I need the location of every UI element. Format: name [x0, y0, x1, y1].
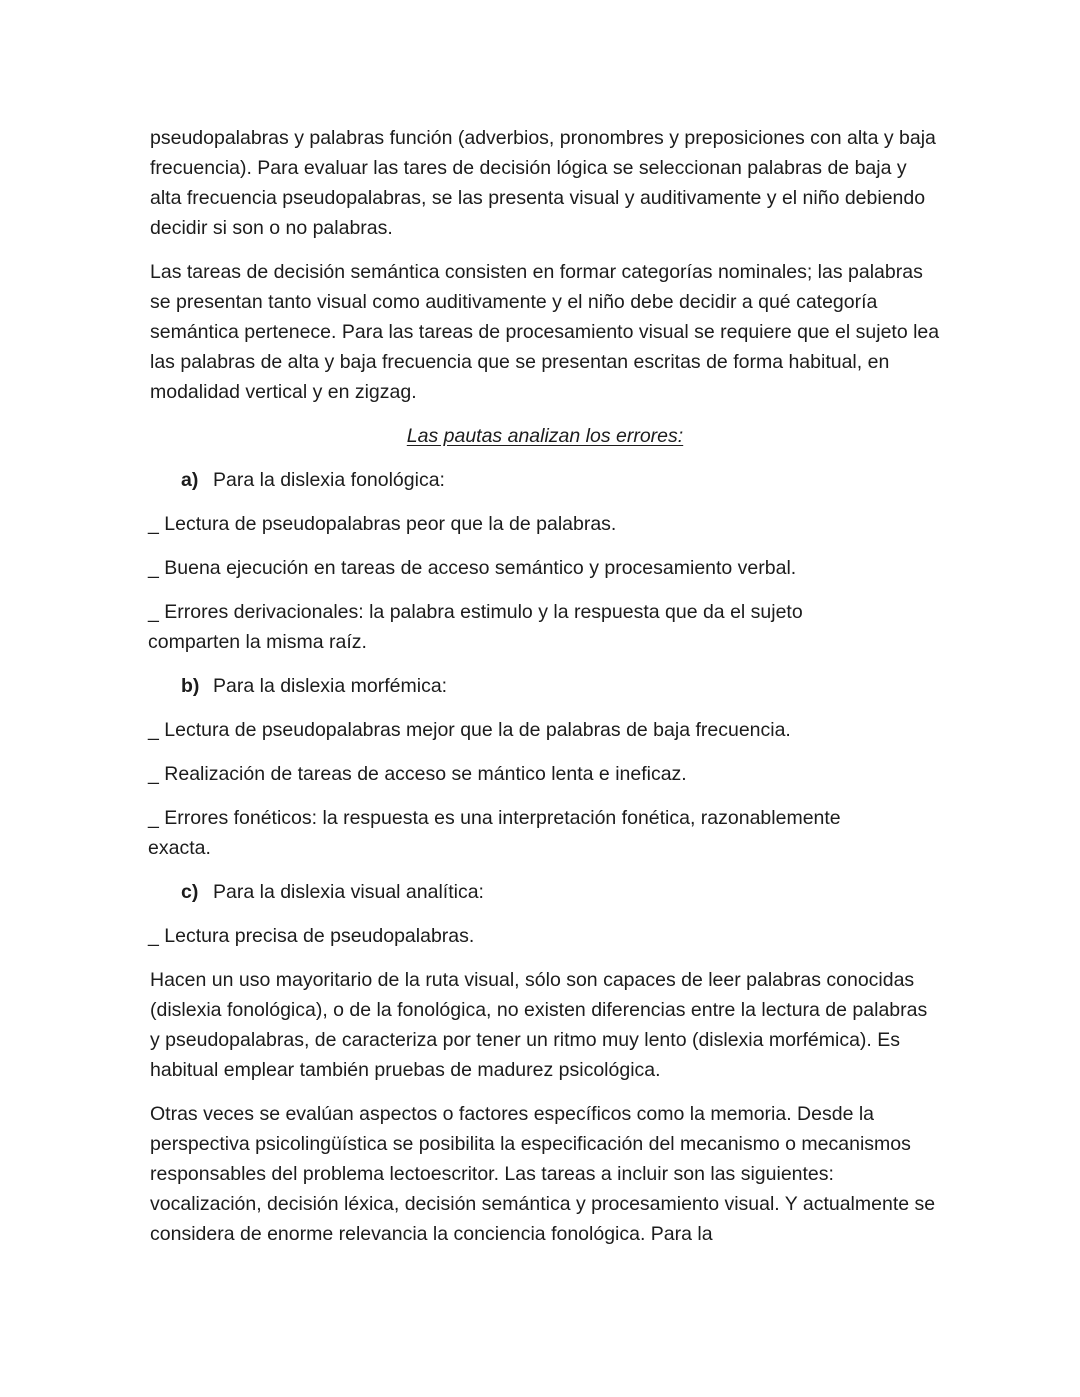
- subsection-a-marker: a): [181, 469, 199, 491]
- paragraph-1: pseudopalabras y palabras función (adverbios, pronombres y preposiciones con alta y baja frecuencia). Para evaluar las tares de decisión lógica se seleccionan palabras de baja y alta frecuencia pseudopalabras, se las presenta visual y auditivamente y el niño debiendo decidir si son o no palabras.: [150, 127, 936, 239]
- subsection-a-label: Para la dislexia fonológica:: [213, 469, 445, 491]
- list-item: _ Lectura precisa de pseudopalabras.: [148, 925, 475, 947]
- list-item: _ Buena ejecución en tareas de acceso semántico y procesamiento verbal.: [148, 557, 797, 579]
- subsection-c-label: Para la dislexia visual analítica:: [213, 881, 484, 903]
- subsection-b-marker: b): [181, 675, 200, 697]
- subsection-c-marker: c): [181, 881, 199, 903]
- paragraph-3: Hacen un uso mayoritario de la ruta visual, sólo son capaces de leer palabras conocidas (dislexia fonológica), o de la fonológica, no existen diferencias entre la lectura de palabras y pseudopalabras, de caracteriza por tener un ritmo muy lento (dislexia morfémica). Es habitual emplear también pruebas de madurez psicológica.: [150, 969, 928, 1081]
- paragraph-4: Otras veces se evalúan aspectos o factores específicos como la memoria. Desde la perspectiva psicolingüística se posibilita la especificación del mecanismo o mecanismos responsables del problema lectoescritor. Las tareas a incluir son las siguientes: vocalización, decisión léxica, decisión semántica y procesamiento visual. Y actualmente se considera de enorme relevancia la conciencia fonológica. Para la: [150, 1103, 936, 1245]
- section-title: Las pautas analizan los errores:: [406, 425, 684, 447]
- list-item: _ Lectura de pseudopalabras mejor que la de palabras de baja frecuencia.: [148, 719, 791, 741]
- list-item: _ Errores derivacionales: la palabra estimulo y la respuesta que da el sujeto comparten la misma raíz.: [148, 601, 803, 653]
- subsection-b-label: Para la dislexia morfémica:: [213, 675, 448, 697]
- subsection-c: [181, 877, 940, 907]
- list-item: _ Errores fonéticos: la respuesta es una interpretación fonética, razonablemente exacta.: [148, 807, 841, 859]
- subsection-a: [181, 465, 940, 495]
- section-heading: [150, 421, 940, 451]
- list-item: _ Realización de tareas de acceso se mántico lenta e ineficaz.: [148, 763, 687, 785]
- list-item: _ Lectura de pseudopalabras peor que la de palabras.: [148, 513, 617, 535]
- subsection-b: [181, 671, 940, 701]
- paragraph-2: Las tareas de decisión semántica consisten en formar categorías nominales; las palabras se presentan tanto visual como auditivamente y el niño debe decidir a qué categoría semántica pertenece. Para las tareas de procesamiento visual se requiere que el sujeto lea las palabras de alta y baja frecuencia que se presentan escritas de forma habitual, en modalidad vertical y en zigzag.: [150, 261, 940, 403]
- document-page: [150, 123, 940, 1263]
